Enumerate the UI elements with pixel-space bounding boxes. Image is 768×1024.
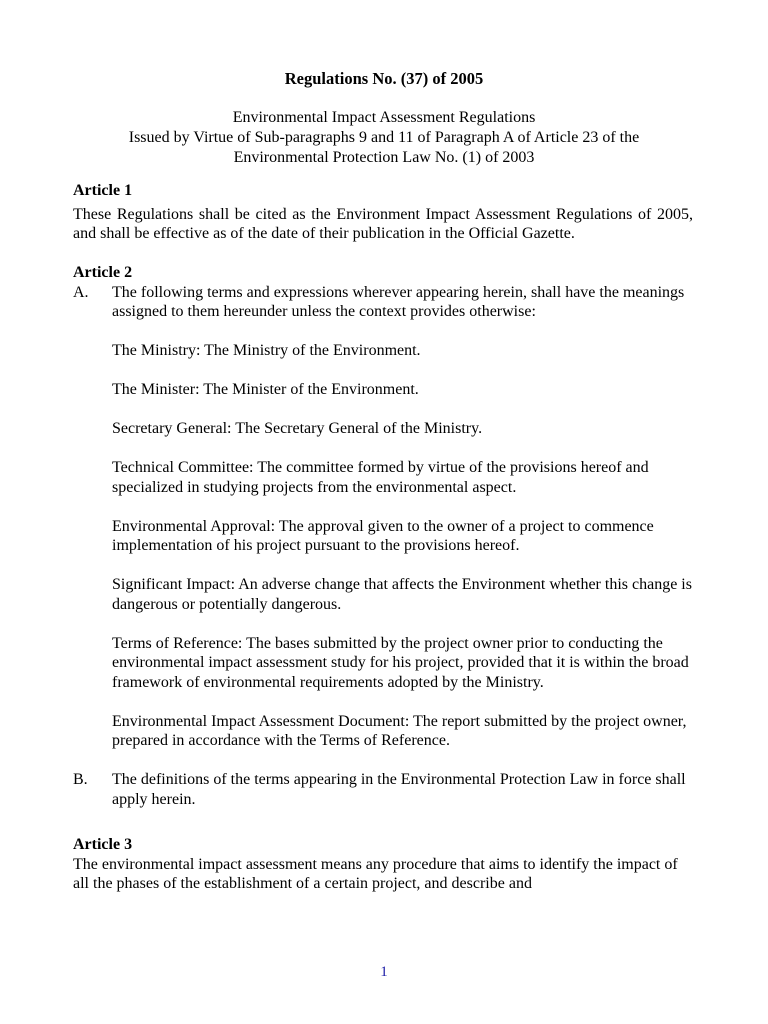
article-2-heading: Article 2	[73, 264, 133, 281]
definition-significant-impact: Significant Impact: An adverse change that affects the Environment whether this change is dangerous or potentially dangerous.	[112, 576, 692, 613]
definition-eia-document: Environmental Impact Assessment Document: The report submitted by the project owner, prepared in accordance with the Terms of Reference.	[112, 712, 687, 749]
definition-ministry: The Ministry: The Ministry of the Environment.	[112, 342, 421, 359]
definition-minister: The Minister: The Minister of the Environment.	[112, 381, 419, 398]
subtitle-line: Environmental Impact Assessment Regulations	[232, 109, 536, 126]
definition-secretary-general: Secretary General: The Secretary General of the Ministry.	[112, 420, 483, 437]
definition-environmental-approval: Environmental Approval: The approval given to the owner of a project to commence implementation of his project pursuant to the provisions hereof.	[112, 517, 654, 554]
document-subtitle	[60, 108, 708, 168]
item-text: The following terms and expressions wherever appearing herein, shall have the meanings assigned to them hereunder unless the context provides otherwise:	[112, 283, 685, 320]
article-3-heading: Article 3	[73, 836, 133, 853]
item-text: The definitions of the terms appearing in the Environmental Protection Law in force shall apply herein.	[112, 771, 686, 808]
article-2-item-a	[73, 283, 693, 322]
document-title: Regulations No. (37) of 2005	[284, 69, 484, 88]
definition-technical-committee: Technical Committee: The committee formed by virtue of the provisions hereof and specialized in studying projects from the environmental aspect.	[112, 459, 649, 496]
subtitle-line: Issued by Virtue of Sub-paragraphs 9 and 11 of Paragraph A of Article 23 of the	[128, 129, 640, 146]
article-3-text: The environmental impact assessment means any procedure that aims to identify the impact of all the phases of the establishment of a certain project, and describe and	[73, 855, 678, 892]
document-body	[73, 181, 693, 894]
page-number: 1	[380, 964, 388, 980]
article-2-item-b	[73, 770, 693, 809]
subtitle-line: Environmental Protection Law No. (1) of 2003	[233, 149, 535, 166]
item-letter: B.	[73, 771, 88, 788]
definition-terms-of-reference: Terms of Reference: The bases submitted by the project owner prior to conducting the environmental impact assessment study for his project, provided that it is within the broad framework of environmental requirements adopted by the Ministry.	[112, 634, 689, 691]
item-letter: A.	[73, 283, 89, 301]
article-1-text: These Regulations shall be cited as the Environment Impact Assessment Regulations of 2005, and shall be effective as of the date of their publication in the Official Gazette.	[73, 205, 693, 242]
article-1-heading: Article 1	[73, 182, 133, 199]
